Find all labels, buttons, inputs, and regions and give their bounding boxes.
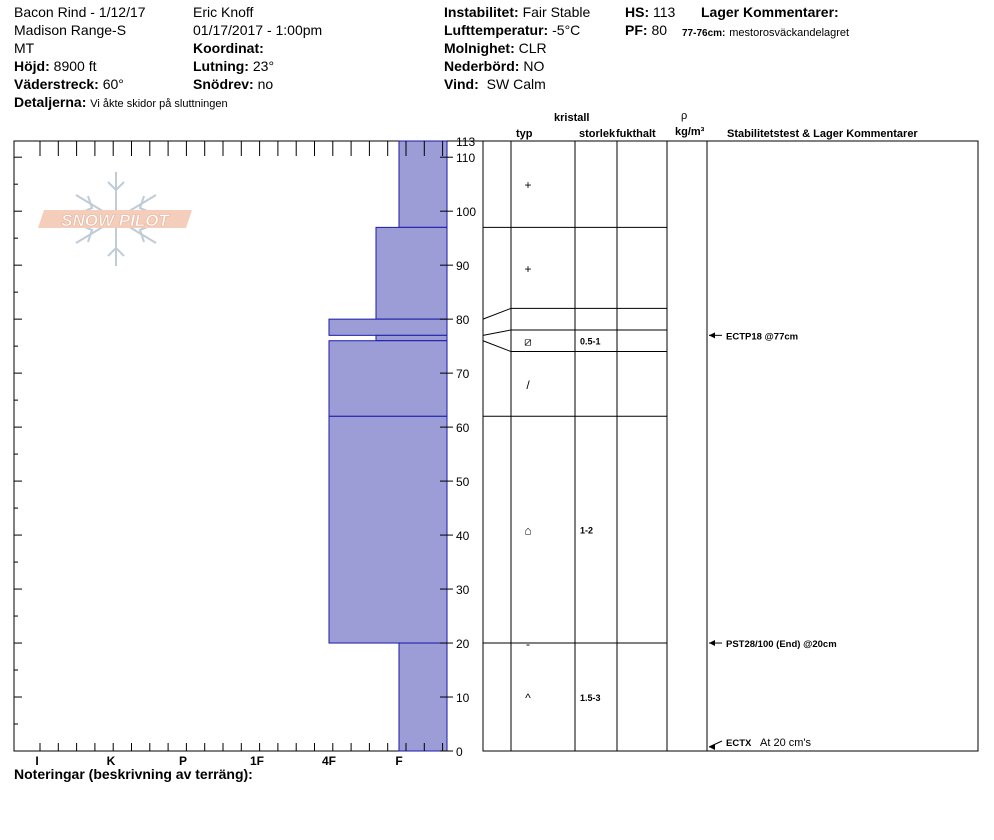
density-symbol: ρ xyxy=(681,110,688,122)
snow-pilot-logo xyxy=(38,172,192,266)
test-note-2: At 20 cm's xyxy=(760,737,812,749)
aspect-label: Väderstreck: xyxy=(14,76,99,92)
bottom-ticks xyxy=(40,743,443,751)
logo-text: SNOW PILOT xyxy=(61,211,169,230)
crystal-size-6: 1.5-3 xyxy=(580,693,601,704)
test-arrow-icon-0 xyxy=(709,332,715,338)
hardness-label-P: P xyxy=(178,754,188,768)
crystal-symbol-5: - xyxy=(526,637,530,652)
air-temperature-value: -5°C xyxy=(552,22,581,38)
precipitation-label: Nederbörd: xyxy=(444,58,520,74)
hardness-label-K: K xyxy=(106,754,116,768)
test-code-2: ECTX xyxy=(726,738,752,749)
hardness-bars xyxy=(329,141,447,751)
crystal-symbol-2: ⧄ xyxy=(524,334,532,349)
depth-label-110: 110 xyxy=(456,151,476,166)
hardness-bar-2 xyxy=(329,319,447,335)
elevation-label: Höjd: xyxy=(14,58,50,74)
snow-height-label: 113 xyxy=(456,135,476,149)
layer-connector xyxy=(483,308,511,319)
layer-comments-label: Lager Kommentarer: xyxy=(701,4,839,20)
observer-name: Eric Knoff xyxy=(193,4,254,20)
crystal-size-4: 1-2 xyxy=(580,525,594,536)
depth-label-0: 0 xyxy=(456,745,463,759)
depth-label-50: 50 xyxy=(456,475,470,490)
details-value: Vi åkte skidor på sluttningen xyxy=(90,98,228,110)
aspect-value: 60° xyxy=(102,76,124,92)
snow-height-label: HS: xyxy=(625,4,650,20)
elevation-value: 8900 ft xyxy=(53,58,97,74)
state-name: MT xyxy=(14,40,35,56)
test-code-1: PST28/100 (End) @20cm xyxy=(726,639,837,651)
hardness-bar-4 xyxy=(329,341,447,417)
sky-cover-value: CLR xyxy=(518,40,547,56)
layer-connector xyxy=(483,330,511,335)
hardness-bar-1 xyxy=(376,227,447,319)
stability-header: Stabilitetstest & Lager Kommentarer xyxy=(727,128,918,140)
instability-label: Instabilitet: xyxy=(444,4,519,20)
observation-datetime: 01/17/2017 - 1:00pm xyxy=(193,22,323,38)
crystal-symbol-1: + xyxy=(524,261,532,276)
hardness-bar-6 xyxy=(399,643,447,751)
range-name: Madison Range-S xyxy=(14,22,127,38)
air-temperature-label: Lufttemperatur: xyxy=(444,22,549,38)
coordinate-label: Koordinat: xyxy=(193,40,264,56)
layer-comment-text: mestorosväckandelagret xyxy=(729,27,850,39)
hardness-bar-3 xyxy=(376,335,447,340)
left-ticks xyxy=(14,157,22,724)
test-arrow-icon-2 xyxy=(709,744,715,750)
crystal-size-2: 0.5-1 xyxy=(580,336,601,347)
layer-connector xyxy=(483,341,511,352)
size-header: storlek xyxy=(579,128,616,140)
crystal-header: kristall xyxy=(554,112,590,124)
hardness-bar-5 xyxy=(329,416,447,643)
test-arrow-icon-1 xyxy=(709,640,715,646)
depth-label-10: 10 xyxy=(456,691,470,706)
slope-label: Lutning: xyxy=(193,58,249,74)
site-name: Bacon Rind - 1/12/17 xyxy=(14,4,146,20)
depth-label-30: 30 xyxy=(456,583,470,598)
layer-table-frame xyxy=(483,141,978,751)
depth-label-40: 40 xyxy=(456,529,470,544)
wind-value: SW Calm xyxy=(486,76,546,92)
crystal-symbol-3: / xyxy=(526,377,530,392)
slope-value: 23° xyxy=(252,58,275,74)
foot-penetration-value: 80 xyxy=(651,22,668,38)
wind-label: Vind: xyxy=(444,76,479,92)
depth-label-20: 20 xyxy=(456,637,470,652)
snow-drift-value: no xyxy=(257,76,274,92)
depth-label-60: 60 xyxy=(456,421,470,436)
density-unit: kg/m³ xyxy=(675,126,705,138)
precipitation-value: NO xyxy=(523,58,545,74)
crystal-symbol-0: + xyxy=(524,178,532,193)
depth-label-90: 90 xyxy=(456,259,470,274)
table-column-lines xyxy=(511,141,707,751)
moisture-header: fukthalt xyxy=(616,128,656,140)
crystal-symbol-6: ^ xyxy=(525,691,531,706)
layer-comment-depth: 77-76cm: xyxy=(682,28,726,39)
snow-height-value: 113 xyxy=(653,4,676,20)
top-ticks xyxy=(40,141,443,156)
type-header: typ xyxy=(516,128,533,140)
hardness-label-I: I xyxy=(35,754,39,768)
depth-axis xyxy=(440,135,511,759)
test-code-0: ECTP18 @77cm xyxy=(726,331,799,343)
foot-penetration-label: PF: xyxy=(625,22,648,38)
hardness-label-F: F xyxy=(395,754,403,768)
depth-label-100: 100 xyxy=(456,205,477,220)
snow-drift-label: Snödrev: xyxy=(193,76,254,92)
instability-value: Fair Stable xyxy=(522,4,591,20)
crystal-cells xyxy=(524,178,600,705)
sky-cover-label: Molnighet: xyxy=(444,40,515,56)
stability-tests xyxy=(709,331,837,750)
hardness-label-4F: 4F xyxy=(321,754,337,768)
notes-label: Noteringar (beskrivning av terräng): xyxy=(14,766,253,782)
details-label: Detaljerna: xyxy=(14,94,87,110)
depth-label-70: 70 xyxy=(456,367,470,382)
hardness-label-1F: 1F xyxy=(249,754,265,768)
depth-label-80: 80 xyxy=(456,313,470,328)
crystal-symbol-4: ⌂ xyxy=(524,523,532,538)
